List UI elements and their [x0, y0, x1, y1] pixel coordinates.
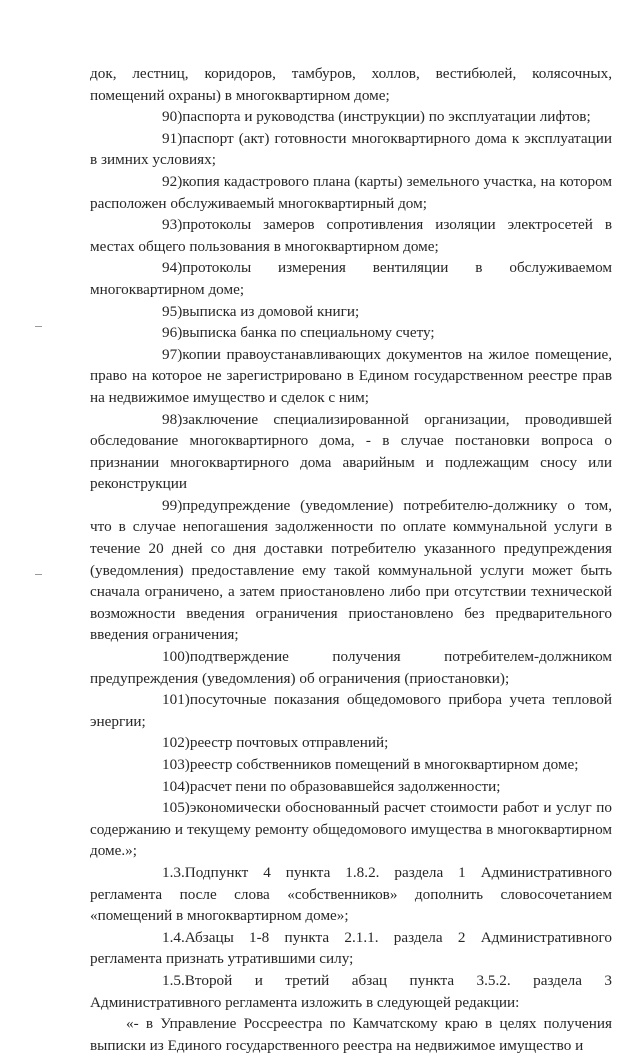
scan-mark: [35, 326, 42, 327]
document-paragraph: [90, 301, 612, 323]
item-number: 100): [162, 648, 190, 666]
paragraph-text: экономически обоснованный расчет стоимости работ и услуг по содержанию и текущему ремонту общедомового имущества в многоквартирном доме.»;: [90, 799, 612, 860]
paragraph-text: выписка банка по специальному счету;: [182, 324, 435, 342]
item-number: 103): [162, 756, 190, 773]
document-paragraph: [90, 732, 612, 754]
paragraph-text: протоколы замеров сопротивления изоляции электросетей в местах общего пользования в многоквартирном доме;: [90, 216, 612, 255]
paragraph-text: расчет пени по образовавшейся задолженности;: [189, 777, 501, 795]
document-paragraph: [90, 409, 612, 495]
paragraph-text: паспорта и руководства (инструкции) по эксплуатации лифтов;: [182, 108, 591, 126]
paragraph-text: протоколы измерения вентиляции в обслуживаемом многоквартирном доме;: [90, 259, 612, 298]
item-number: 1.5.: [162, 971, 185, 989]
document-paragraph: [90, 344, 612, 409]
document-paragraph: [90, 214, 612, 257]
item-number: 99): [162, 496, 183, 514]
document-paragraph: [90, 754, 612, 776]
document-paragraph: [90, 322, 612, 344]
paragraph-text: посуточные показания общедомового прибора учета тепловой энергии;: [90, 691, 612, 730]
paragraph-text: подтверждение получения потребителем-должником предупреждения (уведомления) об ограничения (приостановки);: [90, 648, 612, 687]
document-paragraph: [90, 689, 612, 732]
item-number: 93): [162, 216, 183, 234]
document-paragraph: [90, 128, 612, 171]
paragraph-text: «- в Управление Россреестра по Камчатскому краю в целях получения выписки из Единого государственного реестра на недвижимое имущество и: [90, 1015, 612, 1054]
document-paragraph: [90, 171, 612, 214]
paragraph-text: паспорт (акт) готовности многоквартирного дома к эксплуатации в зимних условиях;: [90, 129, 612, 169]
paragraph-text: док, лестниц, коридоров, тамбуров, холлов, вестибюлей, колясочных, помещений охраны) в многоквартирном доме;: [90, 65, 612, 104]
document-paragraph: [90, 927, 612, 970]
document-body: [90, 63, 612, 1056]
item-number: 90): [162, 108, 183, 126]
paragraph-text: выписка из домовой книги;: [182, 302, 360, 320]
item-number: 95): [162, 302, 183, 320]
document-paragraph: [90, 106, 612, 128]
paragraph-text: копии правоустанавливающих документов на жилое помещение, право на которое не зарегистрировано в Едином государственном реестре прав на недвижимое имущество и сделок с ним;: [90, 345, 612, 406]
item-number: 104): [162, 777, 190, 795]
item-number: 1.4.: [162, 928, 185, 946]
paragraph-text: предупреждение (уведомление) потребителю-должнику о том, что в случае непогашения задолженности по оплате коммунальной услуги в течение 20 дней со дня доставки потребителю указанного предупреждения (уведомления) предоставление ему такой коммунальной услуги может быть сначала ограничено, а затем приостановлено либо при отсутствии технической возможности введения ограничения приостановлено без предварительного введения ограничения;: [90, 496, 612, 644]
paragraph-text: реестр собственников помещений в многоквартирном доме;: [189, 756, 579, 773]
paragraph-text: копия кадастрового плана (карты) земельного участка, на котором расположен обслуживаемый многоквартирный дом;: [90, 172, 612, 212]
item-number: 98): [162, 410, 183, 428]
document-paragraph: [90, 862, 612, 927]
document-paragraph: [90, 970, 612, 1013]
item-number: 101): [162, 691, 190, 709]
document-paragraph: [90, 646, 612, 689]
item-number: 94): [162, 259, 183, 277]
item-number: 102): [162, 734, 190, 752]
item-number: 1.3.: [162, 863, 185, 881]
document-paragraph: [90, 776, 612, 798]
item-number: 96): [162, 324, 183, 342]
document-paragraph: [90, 495, 612, 646]
item-number: 97): [162, 345, 183, 363]
item-number: 92): [162, 172, 183, 190]
paragraph-text: Подпункт 4 пункта 1.8.2. раздела 1 Административного регламента после слова «собственников» дополнить словосочетанием «помещений в многоквартирном доме»;: [90, 863, 612, 925]
scan-mark: [35, 574, 42, 575]
document-paragraph: [90, 63, 612, 106]
paragraph-text: Второй и третий абзац пункта 3.5.2. раздела 3 Административного регламента изложить в следующей редакции:: [90, 971, 612, 1011]
paragraph-text: заключение специализированной организации, проводившей обследование многоквартирного дома, - в случае постановки вопроса о признании многоквартирного дома аварийным и подлежащим сносу или реконструкции: [90, 410, 612, 493]
item-number: 105): [162, 799, 190, 817]
paragraph-text: реестр почтовых отправлений;: [189, 734, 389, 752]
document-paragraph: [90, 797, 612, 862]
item-number: 91): [162, 129, 183, 147]
document-paragraph: [90, 257, 612, 300]
document-paragraph: [90, 1013, 612, 1056]
paragraph-text: Абзацы 1-8 пункта 2.1.1. раздела 2 Административного регламента признать утратившими силу;: [90, 928, 612, 968]
